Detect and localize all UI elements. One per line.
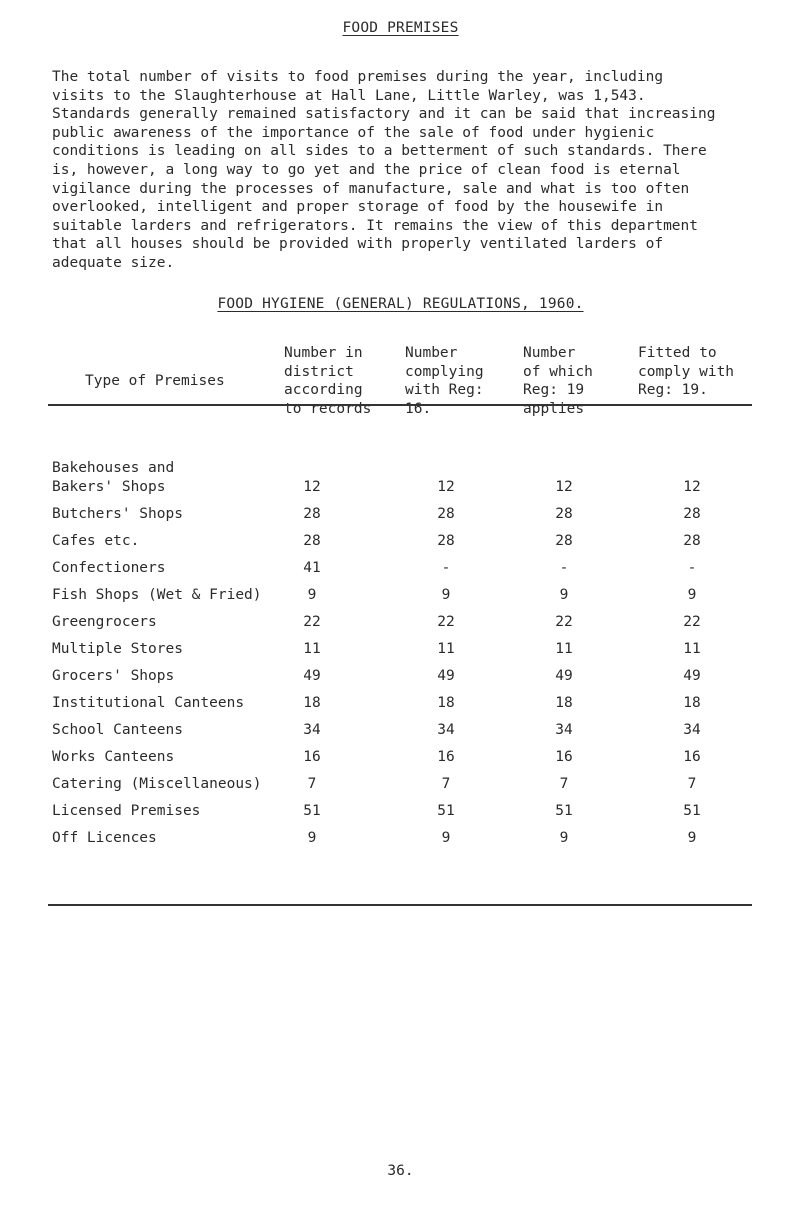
table-top-rule xyxy=(48,404,752,406)
row-label: Butchers' Shops xyxy=(52,506,183,522)
cell-number-in-district: 9 xyxy=(307,830,317,846)
cell-number-in-district: 41 xyxy=(303,560,321,576)
cell-fitted-to-comply: 12 xyxy=(683,479,701,495)
page-number: 36. xyxy=(387,1163,414,1179)
header-fitted-to-comply: Fitted to comply with Reg: 19. xyxy=(638,345,735,399)
cell-fitted-to-comply: 49 xyxy=(683,668,701,684)
header-reg19-applies: Number of which Reg: 19 applies xyxy=(523,345,593,417)
cell-fitted-to-comply: 16 xyxy=(683,749,701,765)
cell-number-in-district: 51 xyxy=(303,803,321,819)
cell-number-complying: - xyxy=(441,560,451,576)
cell-reg19-applies: 9 xyxy=(559,587,569,603)
page-title: FOOD PREMISES xyxy=(342,20,459,36)
cell-number-complying: 9 xyxy=(441,830,451,846)
table-title: FOOD HYGIENE (GENERAL) REGULATIONS, 1960. xyxy=(217,296,584,312)
cell-number-in-district: 22 xyxy=(303,614,321,630)
cell-fitted-to-comply: 11 xyxy=(683,641,701,657)
cell-number-in-district: 9 xyxy=(307,587,317,603)
cell-number-complying: 51 xyxy=(437,803,455,819)
cell-number-in-district: 7 xyxy=(307,776,317,792)
row-label: Licensed Premises xyxy=(52,803,201,819)
cell-fitted-to-comply: 51 xyxy=(683,803,701,819)
cell-fitted-to-comply: - xyxy=(687,560,697,576)
row-label: Institutional Canteens xyxy=(52,695,245,711)
cell-number-in-district: 16 xyxy=(303,749,321,765)
header-number-complying: Number complying with Reg: 16. xyxy=(405,345,484,417)
cell-fitted-to-comply: 28 xyxy=(683,506,701,522)
cell-number-complying: 34 xyxy=(437,722,455,738)
cell-number-complying: 7 xyxy=(441,776,451,792)
header-number-in-district: Number in district according to records xyxy=(284,345,372,417)
cell-number-complying: 12 xyxy=(437,479,455,495)
cell-number-in-district: 11 xyxy=(303,641,321,657)
cell-reg19-applies: 16 xyxy=(555,749,573,765)
cell-reg19-applies: 51 xyxy=(555,803,573,819)
cell-number-complying: 22 xyxy=(437,614,455,630)
cell-number-in-district: 28 xyxy=(303,506,321,522)
cell-number-complying: 16 xyxy=(437,749,455,765)
row-label: Grocers' Shops xyxy=(52,668,175,684)
row-label: Greengrocers xyxy=(52,614,157,630)
cell-reg19-applies: 34 xyxy=(555,722,573,738)
cell-reg19-applies: 28 xyxy=(555,506,573,522)
row-label: School Canteens xyxy=(52,722,183,738)
cell-reg19-applies: 22 xyxy=(555,614,573,630)
cell-number-complying: 9 xyxy=(441,587,451,603)
row-label: Off Licences xyxy=(52,830,157,846)
cell-fitted-to-comply: 7 xyxy=(687,776,697,792)
cell-fitted-to-comply: 28 xyxy=(683,533,701,549)
cell-reg19-applies: 28 xyxy=(555,533,573,549)
cell-fitted-to-comply: 34 xyxy=(683,722,701,738)
row-label: Confectioners xyxy=(52,560,166,576)
cell-number-in-district: 34 xyxy=(303,722,321,738)
cell-number-in-district: 12 xyxy=(303,479,321,495)
row-label: Bakehouses and Bakers' Shops xyxy=(52,460,175,495)
cell-reg19-applies: 12 xyxy=(555,479,573,495)
cell-fitted-to-comply: 22 xyxy=(683,614,701,630)
cell-number-complying: 11 xyxy=(437,641,455,657)
cell-number-complying: 28 xyxy=(437,533,455,549)
cell-reg19-applies: 18 xyxy=(555,695,573,711)
row-label: Fish Shops (Wet & Fried) xyxy=(52,587,262,603)
cell-reg19-applies: 7 xyxy=(559,776,569,792)
cell-reg19-applies: 9 xyxy=(559,830,569,846)
cell-number-complying: 28 xyxy=(437,506,455,522)
cell-number-in-district: 28 xyxy=(303,533,321,549)
cell-fitted-to-comply: 18 xyxy=(683,695,701,711)
cell-number-in-district: 49 xyxy=(303,668,321,684)
cell-fitted-to-comply: 9 xyxy=(687,587,697,603)
table-bottom-rule xyxy=(48,904,752,906)
cell-fitted-to-comply: 9 xyxy=(687,830,697,846)
cell-number-complying: 49 xyxy=(437,668,455,684)
cell-reg19-applies: 11 xyxy=(555,641,573,657)
cell-reg19-applies: 49 xyxy=(555,668,573,684)
intro-paragraph: The total number of visits to food premises during the year, including visits to the Slaughterhouse at Hall Lane, Little Warley, was 1,543. Standards generally remained satisfactory and it can be said that increasing public awareness of the importance of the sale of food under hygienic conditions is leading on all sides to a betterment of such standards. There is, however, a long way to go yet and the price of clean food is eternal vigilance during the processes of manufacture, sale and what is too often overlooked, intelligent and proper storage of food by the housewife in suitable larders and refrigerators. It remains the view of this department that all houses should be provided with properly ventilated larders of adequate size. xyxy=(52,69,716,271)
cell-reg19-applies: - xyxy=(559,560,569,576)
row-label: Multiple Stores xyxy=(52,641,183,657)
row-label: Catering (Miscellaneous) xyxy=(52,776,262,792)
row-label: Cafes etc. xyxy=(52,533,140,549)
row-label: Works Canteens xyxy=(52,749,175,765)
cell-number-complying: 18 xyxy=(437,695,455,711)
cell-number-in-district: 18 xyxy=(303,695,321,711)
header-type-of-premises: Type of Premises xyxy=(85,373,225,389)
